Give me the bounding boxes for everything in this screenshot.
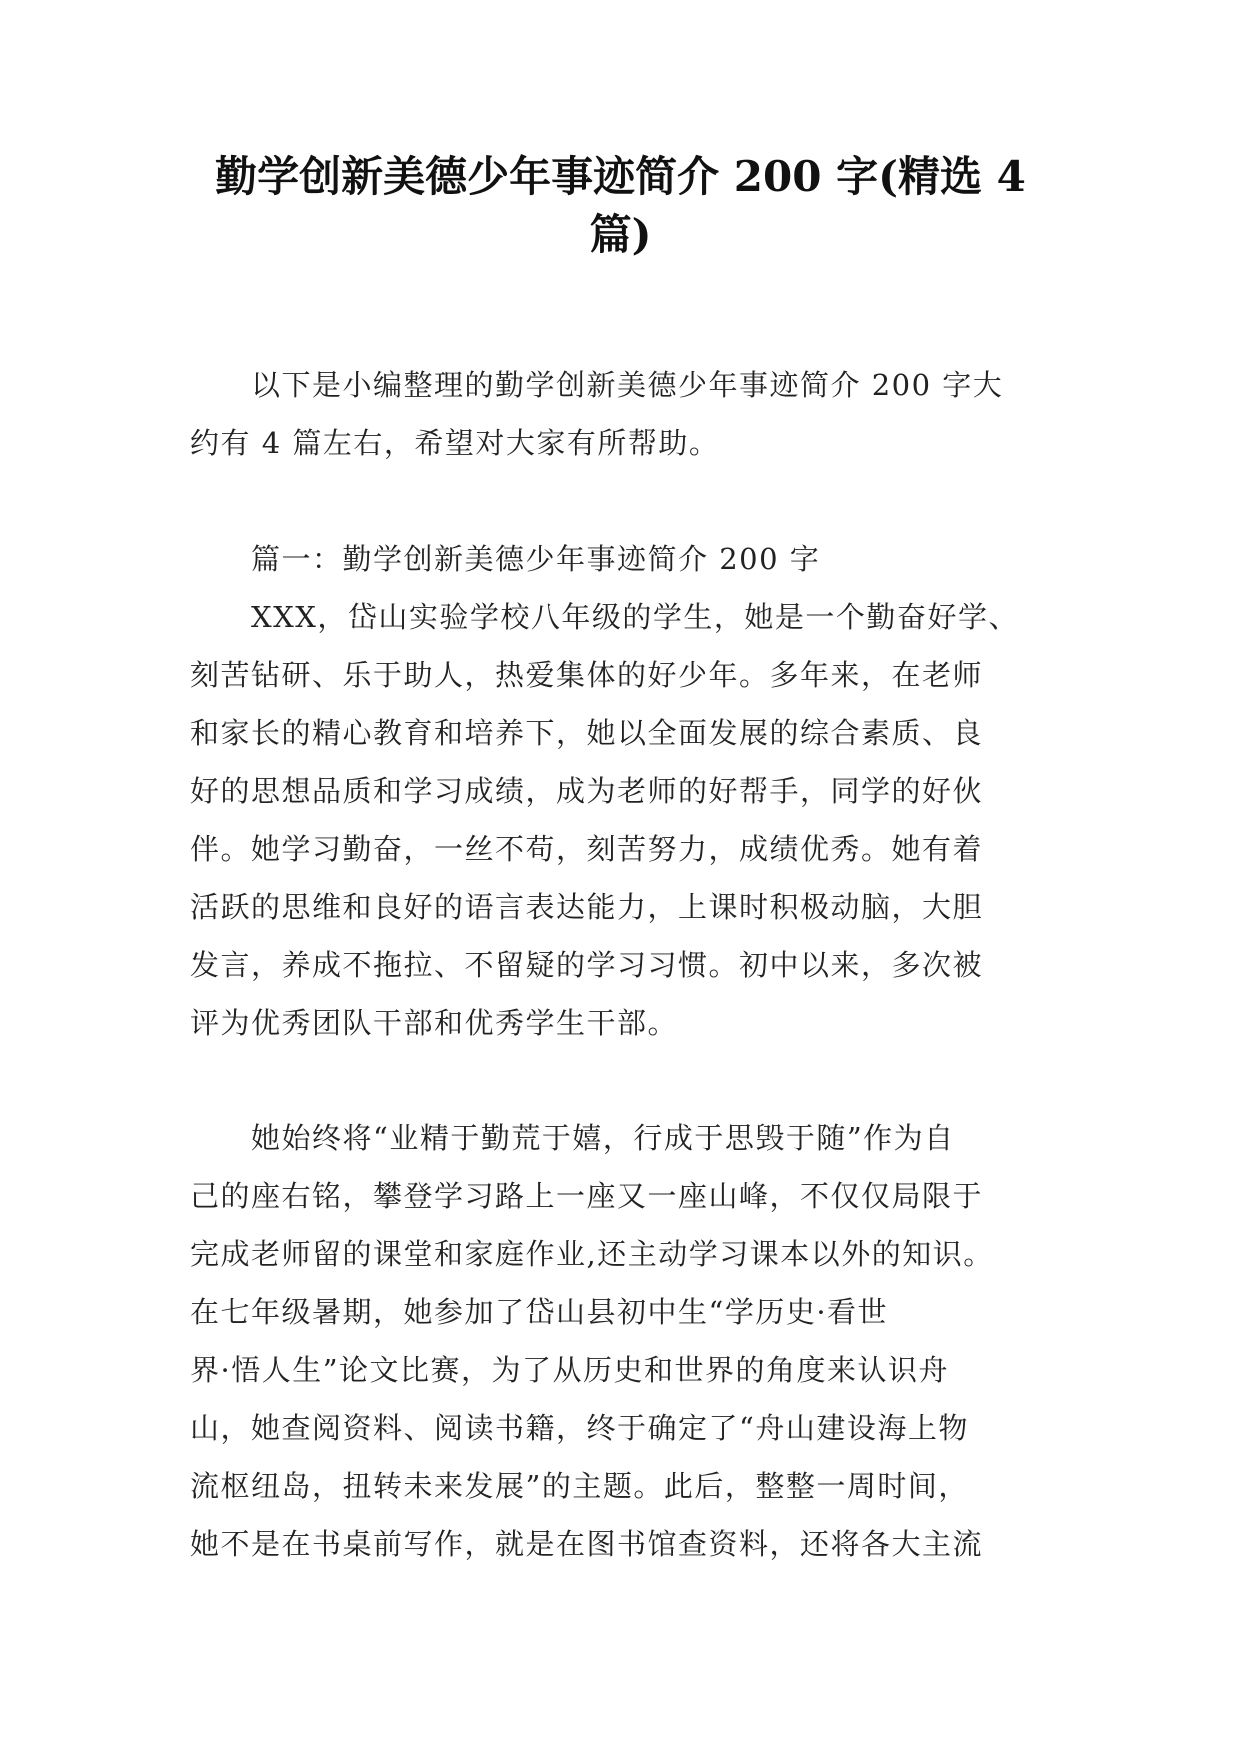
- intro-line: 约有 4 篇左右，希望对大家有所帮助。: [190, 426, 720, 460]
- section-heading-text: 篇一：勤学创新美德少年事迹简介 200 字: [190, 542, 821, 576]
- paragraph-one: [190, 588, 1052, 1052]
- paragraph-line: 和家长的精心教育和培养下，她以全面发展的综合素质、良: [190, 716, 984, 750]
- title-line-2: 篇): [589, 210, 652, 259]
- intro-line: 以下是小编整理的勤学创新美德少年事迹简介 200 字大: [190, 368, 1004, 402]
- section-heading: [190, 530, 1052, 588]
- paragraph-line: 山，她查阅资料、阅读书籍，终于确定了“舟山建设海上物: [190, 1411, 969, 1445]
- paragraph-line: 己的座右铭，攀登学习路上一座又一座山峰，不仅仅局限于: [190, 1179, 984, 1213]
- paragraph-line: 她始终将“业精于勤荒于嬉，行成于思毁于随”作为自: [190, 1121, 955, 1155]
- title-line-1: 勤学创新美德少年事迹简介 200 字(精选 4: [215, 152, 1026, 201]
- paragraph-line: 流枢纽岛，扭转未来发展”的主题。此后，整整一周时间，: [190, 1469, 969, 1503]
- paragraph-line: 伴。她学习勤奋，一丝不苟，刻苦努力，成绩优秀。她有着: [190, 832, 984, 866]
- paragraph-line: 发言，养成不拖拉、不留疑的学习习惯。初中以来，多次被: [190, 948, 984, 982]
- paragraph-line: 界·悟人生”论文比赛，为了从历史和世界的角度来认识舟: [190, 1353, 950, 1387]
- paragraph-two: [190, 1109, 1052, 1573]
- paragraph-line: 活跃的思维和良好的语言表达能力，上课时积极动脑，大胆: [190, 890, 984, 924]
- paragraph-line: 好的思想品质和学习成绩，成为老师的好帮手，同学的好伙: [190, 774, 984, 808]
- paragraph-line: 刻苦钻研、乐于助人，热爱集体的好少年。多年来，在老师: [190, 658, 984, 692]
- paragraph-line: 完成老师留的课堂和家庭作业,还主动学习课本以外的知识。: [190, 1237, 994, 1271]
- document-title: [150, 148, 1091, 264]
- intro-paragraph: [190, 356, 1052, 472]
- paragraph-line: 评为优秀团队干部和优秀学生干部。: [190, 1006, 679, 1040]
- paragraph-line: XXX，岱山实验学校八年级的学生，她是一个勤奋好学、: [190, 600, 1019, 634]
- paragraph-line: 在七年级暑期，她参加了岱山县初中生“学历史·看世: [190, 1295, 889, 1329]
- paragraph-line: 她不是在书桌前写作，就是在图书馆查资料，还将各大主流: [190, 1527, 984, 1561]
